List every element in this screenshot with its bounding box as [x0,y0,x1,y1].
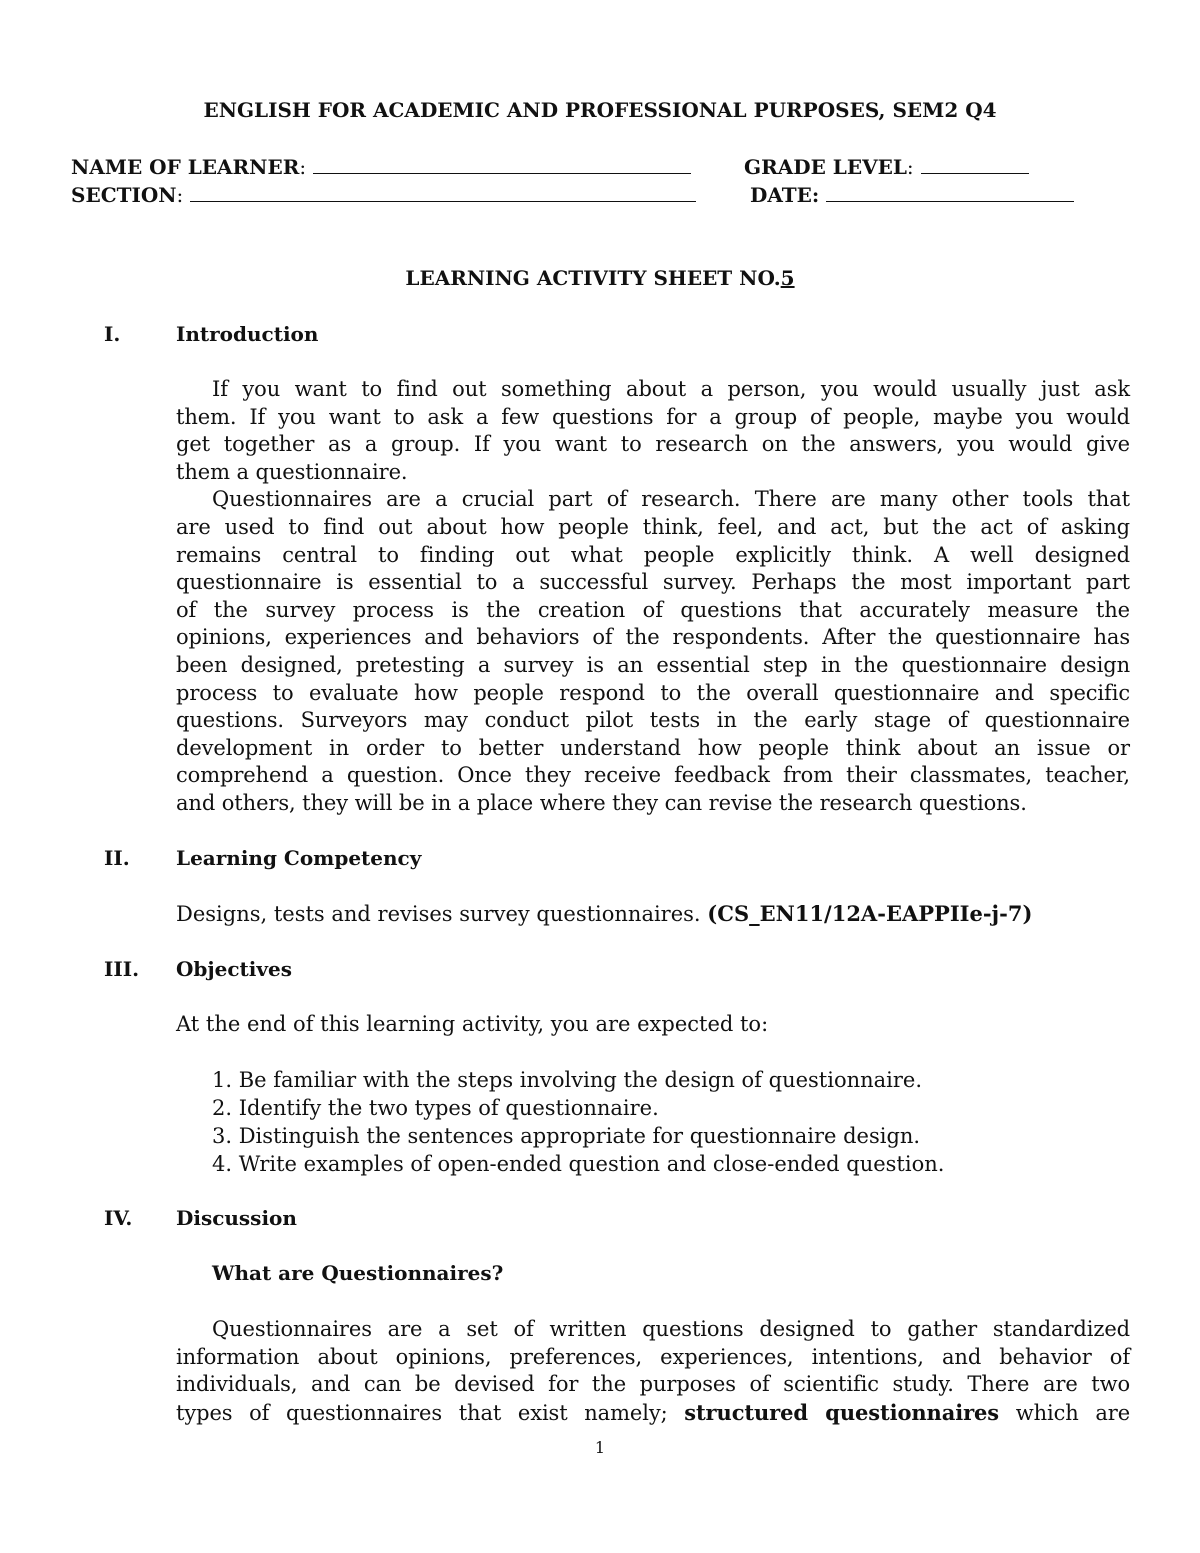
name-of-learner-label: NAME OF LEARNER [71,155,300,179]
section-numeral-discussion: IV. [104,1206,133,1230]
section-numeral-competency: II. [104,846,130,870]
objective-item: 2. Identify the two types of questionnaire. [212,1096,659,1120]
objective-item: 4. Write examples of open-ended question and close-ended question. [212,1152,945,1176]
competency-statement [176,901,1032,926]
intro-line: questions. Surveyors may conduct pilot tests in the early stage of questionnaire [176,708,1130,733]
name-colon: : [299,155,307,179]
section-colon: : [176,183,184,207]
intro-line: If you want to find out something about a person, you would usually just ask [212,377,1130,401]
discussion-line: individuals, and can be devised for the purposes of scientific study. There are two [176,1372,1130,1397]
name-of-learner-blank[interactable] [313,155,691,174]
page-number: 1 [594,1438,606,1457]
discussion-last-start: types of questionnaires that exist namely; [176,1400,668,1425]
date-label: DATE: [750,183,820,207]
sheet-title-prefix: LEARNING ACTIVITY SHEET NO. [405,266,781,290]
intro-paragraph [176,376,1130,818]
structured-questionnaires-term: structured questionnaires [684,1399,1000,1425]
discussion-line-mixed [176,1399,1130,1427]
grade-level-field [744,155,1029,179]
intro-line: been designed, pretesting a survey is an essential step in the questionnaire design [176,652,1130,677]
objectives-list [212,1066,944,1178]
section-heading-discussion: Discussion [176,1206,297,1230]
intro-line: comprehend a question. Once they receive feedback from their classmates, teacher, [176,763,1130,788]
intro-line: of the survey process is the creation of questions that accurately measure the [176,597,1130,622]
grade-level-blank[interactable] [921,155,1029,174]
discussion-paragraph [176,1316,1130,1426]
date-blank[interactable] [826,183,1074,202]
grade-colon: : [906,155,914,179]
section-numeral-intro: I. [104,322,121,346]
section-field [71,183,696,207]
discussion-line: information about opinions, preferences, experiences, intentions, and behavior of [176,1344,1130,1369]
intro-line: and others, they will be in a place where they can revise the research questions. [176,790,1027,815]
intro-line: opinions, experiences and behaviors of the respondents. After the questionnaire has [176,625,1130,650]
intro-line: are used to find out about how people think, feel, and act, but the act of asking [176,514,1130,539]
intro-line: get together as a group. If you want to research on the answers, you would give [176,432,1130,457]
discussion-line: Questionnaires are a set of written questions designed to gather standardized [212,1317,1130,1341]
competency-text: Designs, tests and revises survey questionnaires. [176,902,701,926]
objective-item: 1. Be familiar with the steps involving the design of questionnaire. [212,1068,923,1092]
discussion-last-end: which are [1015,1400,1131,1425]
section-numeral-objectives: III. [104,957,140,981]
intro-line: questionnaire is essential to a successful survey. Perhaps the most important part [176,570,1130,595]
intro-line: Questionnaires are a crucial part of research. There are many other tools that [212,487,1130,512]
document-title: ENGLISH FOR ACADEMIC AND PROFESSIONAL PURPOSES, SEM2 Q4 [203,98,997,122]
intro-line: development in order to better understand how people think about an issue or [176,735,1130,760]
competency-code: (CS_EN11/12A-EAPPIIe-j-7) [707,901,1033,926]
objective-item: 3. Distinguish the sentences appropriate for questionnaire design. [212,1124,921,1148]
section-heading-intro: Introduction [176,322,319,346]
sheet-title [0,266,1200,290]
intro-line: remains central to finding out what people explicitly think. A well designed [176,542,1130,567]
section-heading-objectives: Objectives [176,957,292,981]
intro-line: them. If you want to ask a few questions for a group of people, maybe you would [176,404,1130,429]
section-blank[interactable] [190,183,696,202]
intro-line: them a questionnaire. [176,459,408,484]
name-of-learner-field [71,155,691,179]
section-heading-competency: Learning Competency [176,846,422,870]
section-label: SECTION [71,183,177,207]
intro-line: process to evaluate how people respond to the overall questionnaire and specific [176,680,1130,705]
grade-level-label: GRADE LEVEL [744,155,907,179]
objectives-lead: At the end of this learning activity, you are expected to: [176,1012,769,1036]
date-field [750,183,1074,207]
sheet-number: 5 [780,266,795,290]
discussion-subheading: What are Questionnaires? [212,1261,504,1285]
